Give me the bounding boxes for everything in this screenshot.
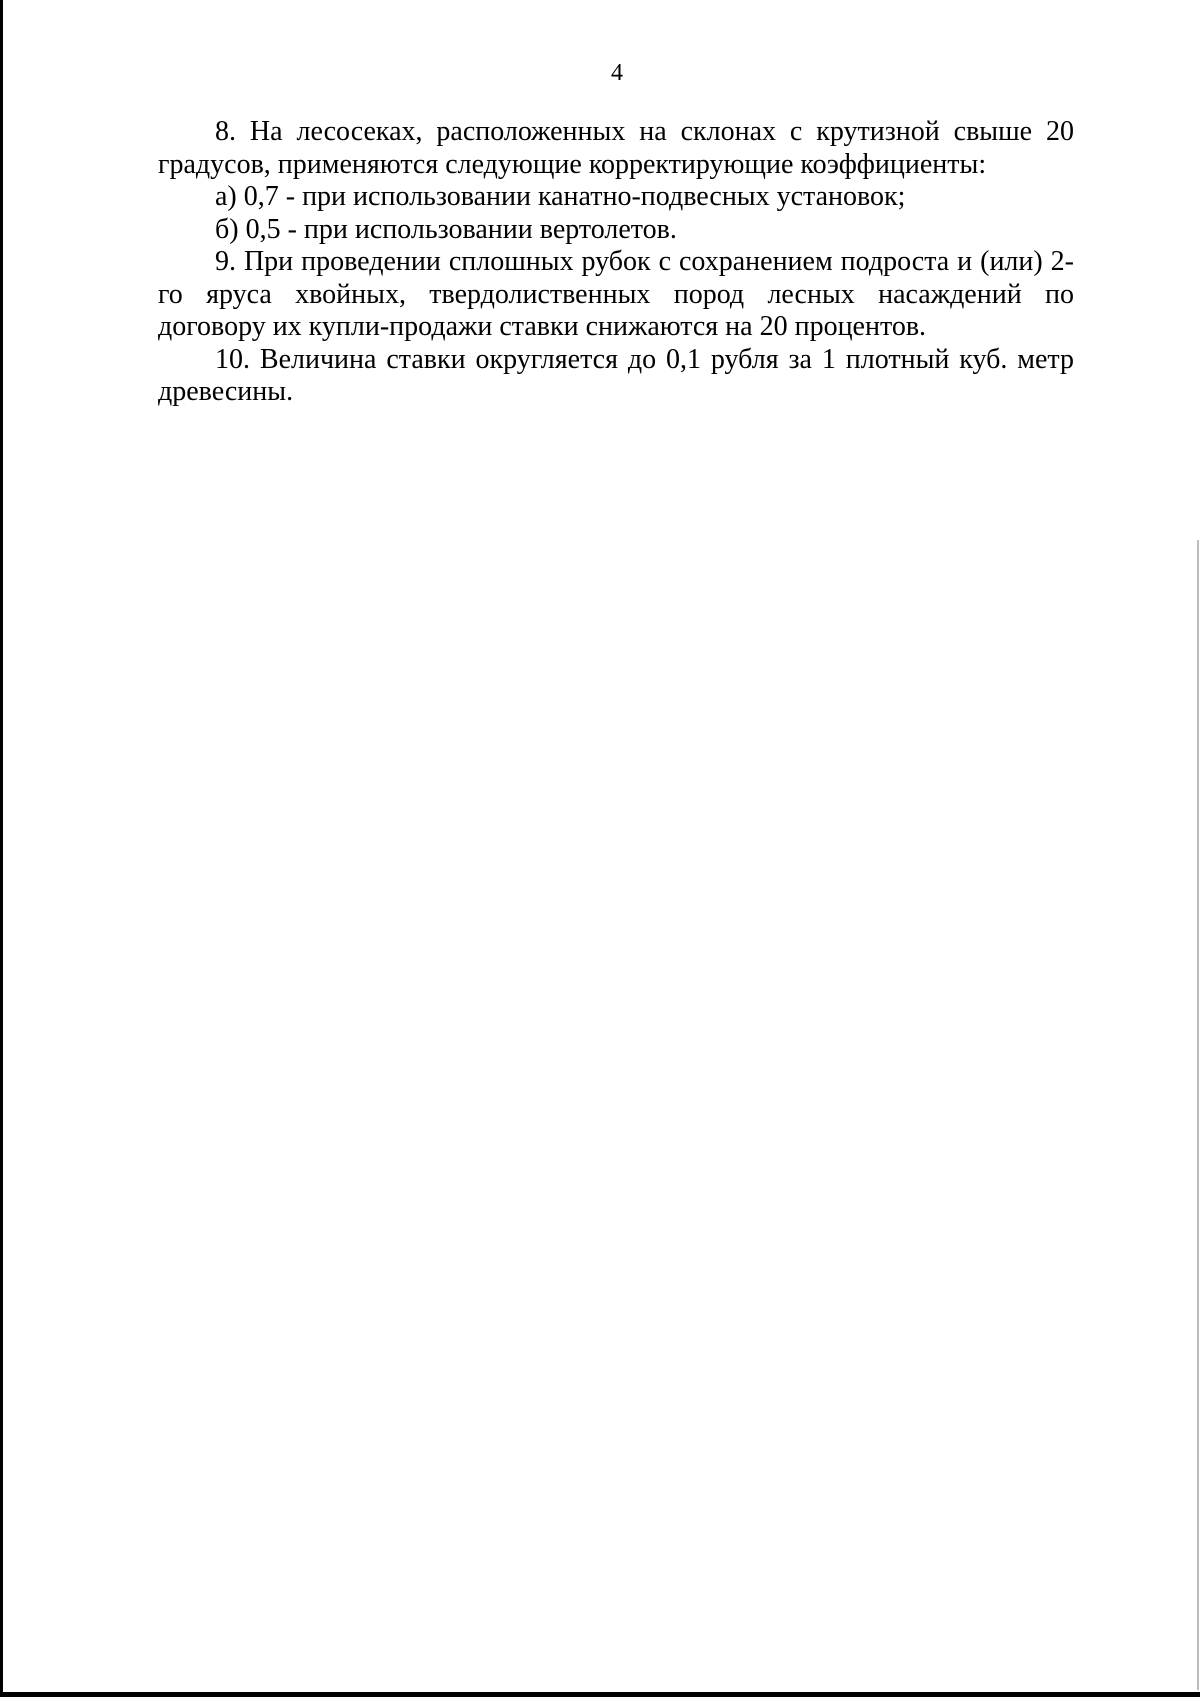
scan-edge-right [1197, 540, 1199, 1690]
scan-edge-left [0, 0, 3, 1697]
paragraph-item-9: 9. При проведении сплошных рубок с сохранением подроста и (или) 2-го яруса хвойных, твердолиственных пород лесных насаждений по договору их купли-продажи ставки снижаются на 20 процентов. [158, 246, 1074, 342]
document-body [158, 116, 1074, 409]
page-number: 4 [611, 60, 623, 86]
paragraph-subitem-b: б) 0,5 - при использовании вертолетов. [215, 213, 677, 245]
paragraph-item-10: 10. Величина ставки округляется до 0,1 рубля за 1 плотный куб. метр древесины. [158, 343, 1074, 407]
scan-edge-bottom [0, 1692, 1200, 1697]
paragraph-item-8: 8. На лесосеках, расположенных на склонах с крутизной свыше 20 градусов, применяются следующие корректирующие коэффициенты: [158, 116, 1074, 180]
paragraph-subitem-a: а) 0,7 - при использовании канатно-подвесных установок; [215, 181, 906, 212]
